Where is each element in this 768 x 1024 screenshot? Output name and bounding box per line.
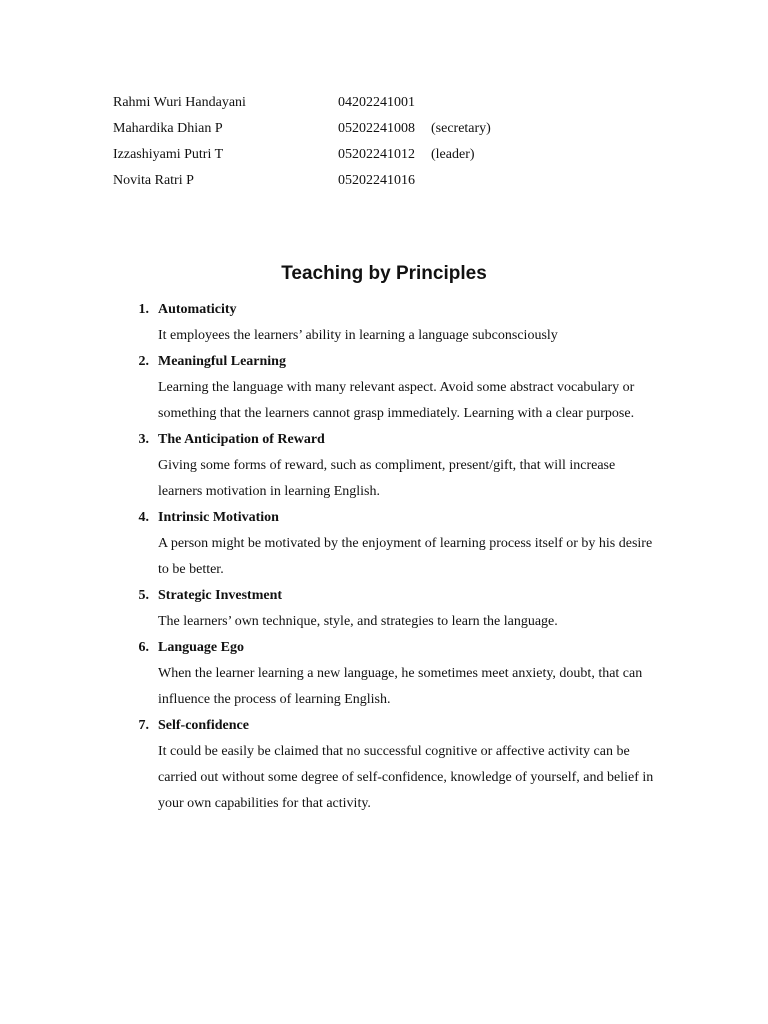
principle-description: The learners’ own technique, style, and strategies to learn the language. [158,614,558,629]
member-row [113,116,673,142]
principle-heading: Self-confidence [158,718,249,733]
member-name: Izzashiyami Putri T [113,147,224,162]
member-row [113,90,673,116]
principle-description: Giving some forms of reward, such as compliment, present/gift, that will increase learners motivation in learning English. [158,458,616,499]
principle-heading: The Anticipation of Reward [158,432,325,447]
principle-item [130,635,670,713]
principle-number: 3. [138,432,149,447]
principle-description: When the learner learning a new language, he sometimes meet anxiety, doubt, that can influence the process of learning English. [158,666,643,707]
member-role: (leader) [431,147,475,162]
principle-item [130,427,670,505]
principle-description: Learning the language with many relevant aspect. Avoid some abstract vocabulary or something that the learners cannot grasp immediately. Learning with a clear purpose. [158,380,635,421]
principle-item [130,505,670,583]
principle-heading: Language Ego [158,640,244,655]
principle-heading: Meaningful Learning [158,354,286,369]
member-id: 05202241008 [338,121,415,136]
member-list [113,90,673,194]
member-name: Novita Ratri P [113,173,194,188]
principle-number: 2. [138,354,149,369]
document-title: Teaching by Principles [281,263,487,284]
member-name: Mahardika Dhian P [113,121,223,136]
principle-description: It employees the learners’ ability in learning a language subconsciously [158,328,558,343]
principle-number: 5. [138,588,149,603]
principle-number: 7. [138,718,149,733]
principle-item [130,297,670,349]
principle-description: A person might be motivated by the enjoyment of learning process itself or by his desire to be better. [158,536,653,577]
principle-heading: Automaticity [158,302,237,317]
principle-item [130,349,670,427]
principle-item [130,713,670,817]
principle-heading: Intrinsic Motivation [158,510,279,525]
principle-item [130,583,670,635]
principle-number: 4. [138,510,149,525]
principle-heading: Strategic Investment [158,588,283,603]
member-role: (secretary) [431,121,491,136]
principles-list [130,297,670,817]
member-id: 05202241016 [338,173,415,188]
member-row [113,142,673,168]
member-row [113,168,673,194]
member-id: 05202241012 [338,147,415,162]
member-id: 04202241001 [338,95,415,110]
member-name: Rahmi Wuri Handayani [113,95,246,110]
principle-number: 1. [138,302,149,317]
principle-description: It could be easily be claimed that no successful cognitive or affective activity can be carried out without some degree of self-confidence, knowledge of yourself, and belief in your own capabilities for that activity. [158,744,654,811]
principle-number: 6. [138,640,149,655]
